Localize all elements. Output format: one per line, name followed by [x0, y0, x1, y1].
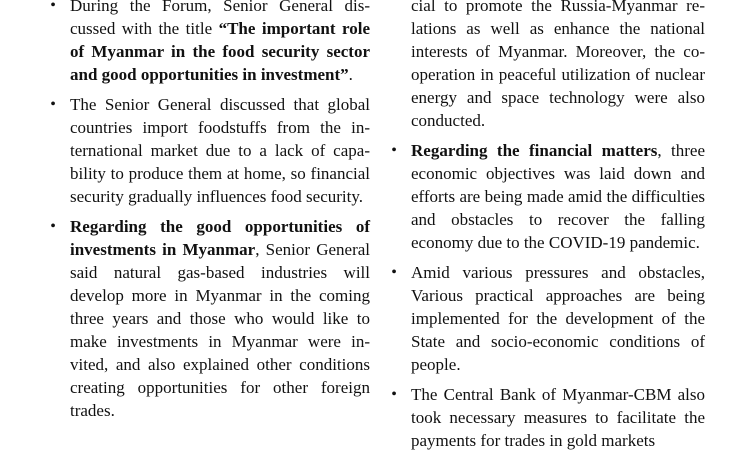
bullet-item: [385, 261, 705, 376]
body-text: Amid various pressures and obstacles, Various practical approaches are being implemented for the development of the State and socio-economic conditions of people.: [411, 263, 705, 374]
bold-text: Regarding the financial matters: [411, 141, 658, 160]
bullet-dot-icon: •: [50, 96, 56, 113]
bullet-dot-icon: •: [391, 264, 397, 281]
bold-text: “The important role of Myanmar in the food security sector and good opportunities in investment”: [70, 19, 370, 84]
left-bullet-list: [44, 0, 370, 422]
right-bullet-list-items: [385, 139, 705, 452]
bullet-item: [385, 383, 705, 452]
body-text: .: [348, 65, 353, 84]
right-bullet-list: [385, 0, 705, 132]
bullet-item: [44, 93, 370, 208]
body-text: During the Forum, Senior General discussed with the title: [70, 0, 370, 38]
body-text: , three economic objectives was laid down and efforts are being made amid the difficulties and obstacles to recover the falling economy due to the COVID-19 pandemic.: [411, 141, 705, 252]
bullet-item: [44, 215, 370, 422]
continued-paragraph: [385, 0, 705, 132]
left-column: [44, 0, 370, 429]
bullet-item: [44, 0, 370, 86]
body-text: , Senior General said natural gas-based industries will develop more in Myanmar in the coming three years and those who would like to make investments in Myanmar were invited, and also explained other conditions creating opportunities for other foreign trades.: [70, 240, 371, 420]
bullet-dot-icon: •: [50, 218, 56, 235]
bullet-item: [385, 139, 705, 254]
bullet-dot-icon: •: [391, 386, 397, 403]
bullet-dot-icon: •: [50, 0, 56, 14]
bullet-dot-icon: •: [391, 142, 397, 159]
body-text: The Senior General discussed that global countries import foodstuffs from the international market due to a lack of capability to produce them at home, so financial security gradually influences food security.: [70, 95, 370, 206]
right-column: [385, 0, 705, 459]
bold-text: Regarding the good opportunities of investments in Myanmar: [70, 217, 370, 259]
continued-paragraph-text: cial to promote the Russia-Myanmar relations as well as enhance the national interests of Myanmar. Moreover, the cooperation in peaceful utilization of nuclear energy and space technology were also conducted.: [411, 0, 705, 130]
body-text: The Central Bank of Myanmar-CBM also took necessary measures to facilitate the payments for trades in gold markets: [411, 385, 705, 450]
